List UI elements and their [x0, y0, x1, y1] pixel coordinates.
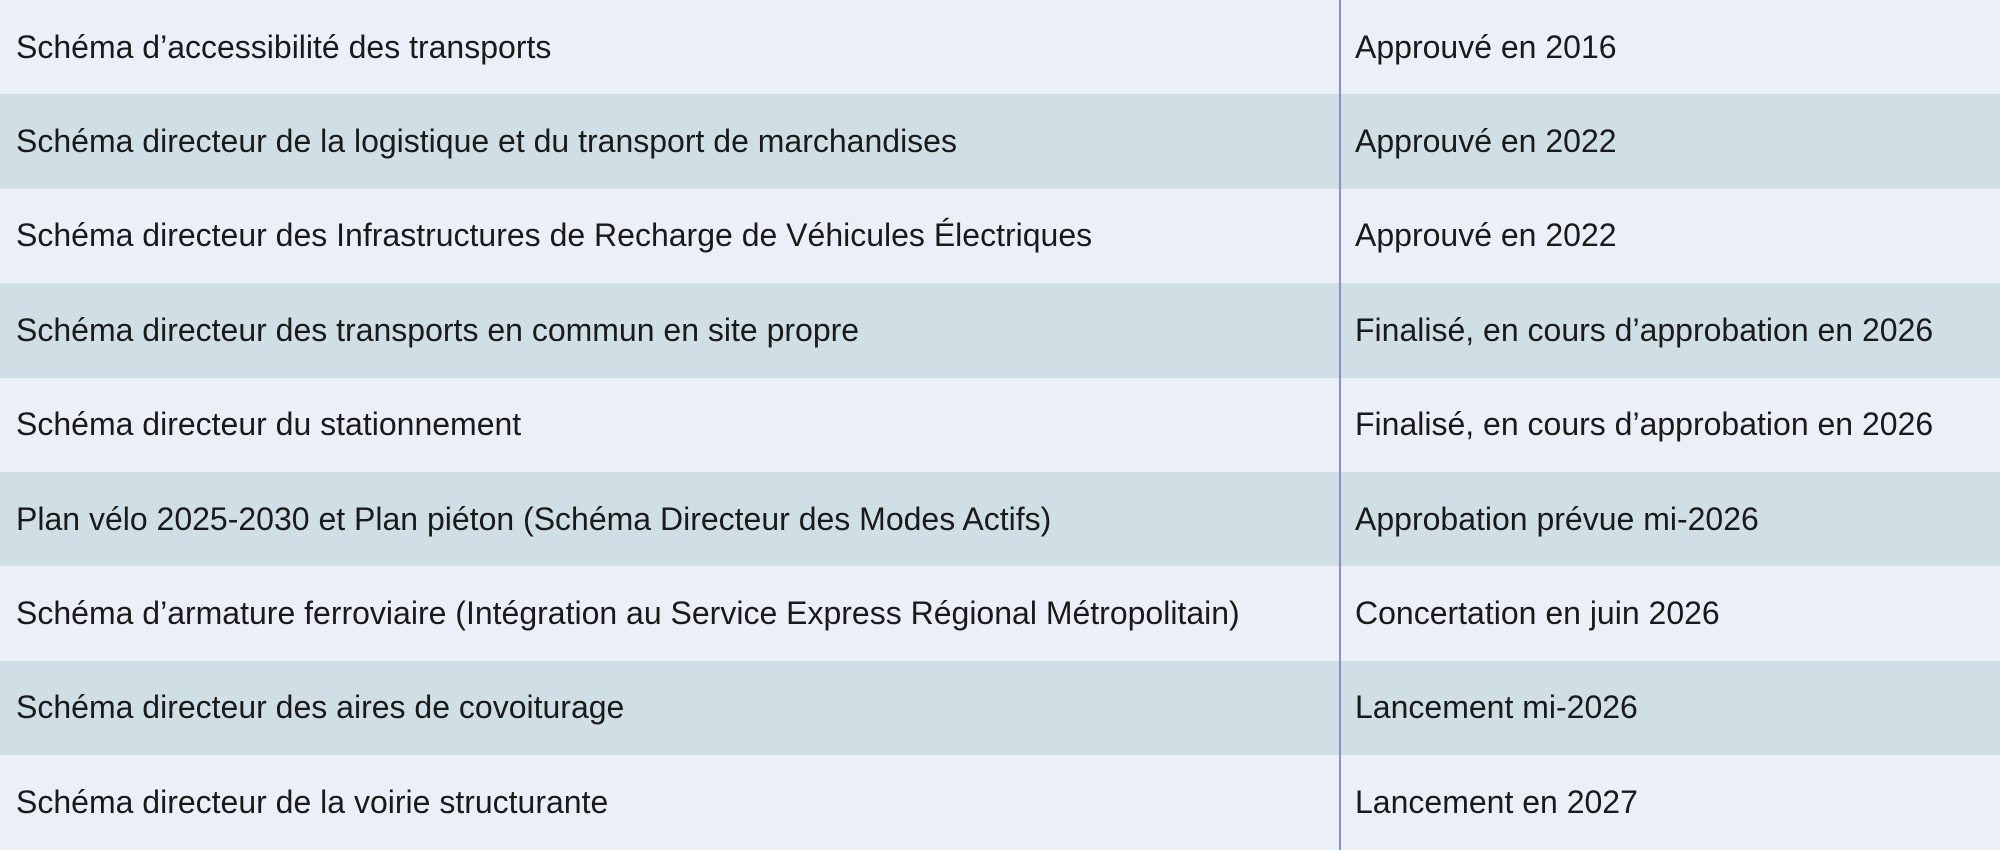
table-row — [0, 472, 2000, 566]
plan-status-cell: Lancement mi-2026 — [1355, 689, 1638, 726]
plan-name-cell: Schéma directeur du stationnement — [0, 378, 1341, 472]
plan-name-cell: Schéma directeur de la voirie structurante — [0, 755, 1341, 849]
plan-name-cell: Schéma d’armature ferroviaire (Intégration au Service Express Régional Métropolitain) — [0, 566, 1341, 660]
table-row — [0, 189, 2000, 283]
table-row — [0, 378, 2000, 472]
plan-name-cell: Plan vélo 2025-2030 et Plan piéton (Schéma Directeur des Modes Actifs) — [0, 472, 1341, 566]
table-row — [0, 0, 2000, 94]
table-row — [0, 566, 2000, 660]
plan-status-cell: Lancement en 2027 — [1355, 783, 1638, 820]
plan-name-cell: Schéma directeur de la logistique et du transport de marchandises — [0, 94, 1341, 188]
plan-name-cell: Schéma directeur des transports en commun en site propre — [0, 283, 1341, 377]
plan-status-cell: Approuvé en 2016 — [1355, 28, 1617, 65]
plan-status-cell: Approuvé en 2022 — [1355, 217, 1617, 254]
plan-status-cell: Approuvé en 2022 — [1355, 123, 1617, 160]
table-row — [0, 94, 2000, 188]
plan-status-cell: Finalisé, en cours d’approbation en 2026 — [1355, 311, 1934, 348]
plan-name-cell: Schéma d’accessibilité des transports — [0, 0, 1341, 94]
plan-status-cell: Finalisé, en cours d’approbation en 2026 — [1355, 406, 1934, 443]
plan-status-cell: Approbation prévue mi-2026 — [1355, 500, 1759, 537]
plan-name-cell: Schéma directeur des Infrastructures de Recharge de Véhicules Électriques — [0, 189, 1341, 283]
table-row — [0, 661, 2000, 755]
plan-status-cell: Concertation en juin 2026 — [1355, 595, 1720, 632]
plan-name-cell: Schéma directeur des aires de covoiturage — [0, 661, 1341, 755]
table-row — [0, 755, 2000, 849]
table-row — [0, 283, 2000, 377]
